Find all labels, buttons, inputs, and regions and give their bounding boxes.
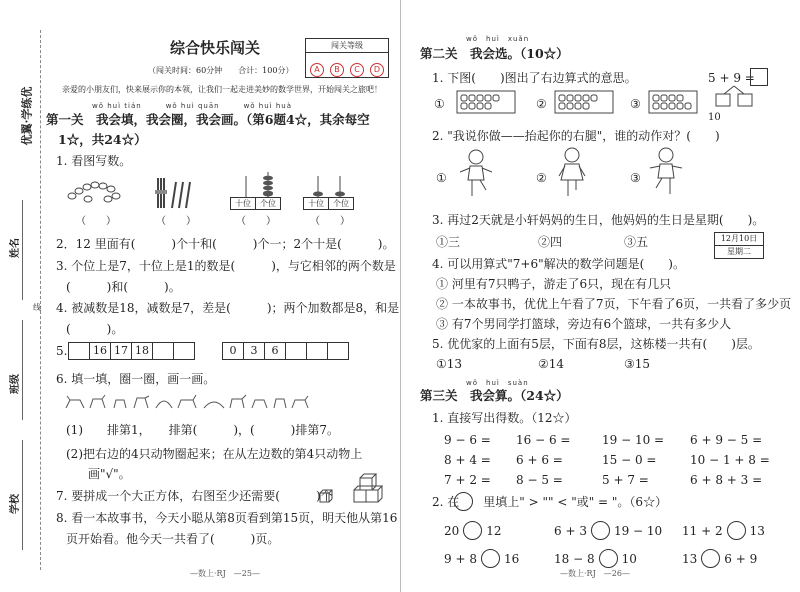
r1-ten-label: 10 — [708, 112, 721, 123]
compare-item — [682, 520, 765, 540]
r3-option-3[interactable]: ③五 — [624, 235, 649, 249]
time-total-meta: （闯关时间：60分钟 合计：100分） — [148, 66, 294, 75]
grade-b[interactable]: B — [330, 63, 344, 77]
seq-cell: 3 — [243, 342, 265, 360]
abacus-2-image — [304, 176, 354, 198]
abacus-2-labels — [303, 197, 354, 210]
q5-sequence-2 — [222, 340, 348, 360]
calc-grid — [444, 432, 774, 492]
compare-circle[interactable] — [701, 549, 720, 568]
q1-text: 1. 看图写数。 — [56, 154, 132, 168]
compare-row — [444, 516, 765, 544]
seq-cell[interactable] — [285, 342, 307, 360]
compare-left: 9 + 8 — [444, 552, 477, 566]
seq-cell: 16 — [89, 342, 111, 360]
grade-box-title: 闯关等级 — [306, 39, 388, 53]
name-blank-line — [22, 200, 23, 300]
answer-blank-3[interactable]: （ ） — [236, 216, 276, 227]
seq-cell[interactable] — [327, 342, 349, 360]
q8-text: 8. 看一本故事书，今天小聪从第8页看到第15页，明天他从第16 — [56, 511, 398, 525]
section2-heading: 第二关 我会选。（10☆） — [420, 46, 569, 61]
q6-text: 6. 填一填，圈一圈，画一画。 — [56, 372, 216, 386]
page-footer-left: —数上·RJ —25— — [190, 569, 260, 578]
r5-option-3[interactable]: ③15 — [624, 357, 651, 371]
school-blank-line — [22, 440, 23, 550]
r4-text: 4. 可以用算式"7+6"解决的数学问题是( )。 — [432, 257, 685, 271]
intro-text: 亲爱的小朋友们，快来展示你的本领，让我们一起走进美妙的数学世界，开始闯关之旅吧！ — [62, 85, 382, 94]
seq-cell[interactable] — [173, 342, 195, 360]
r1-option-3[interactable]: ③ — [630, 97, 641, 111]
r1-counters-2 — [554, 90, 614, 114]
q5-number: 5. — [56, 344, 68, 358]
c2-circle-example — [454, 492, 473, 511]
compare-circle[interactable] — [463, 521, 482, 540]
seq-cell: 17 — [110, 342, 132, 360]
compare-right: 6 + 9 — [724, 552, 758, 566]
sidebar-label-name: 姓名 — [10, 238, 21, 258]
calc-row — [444, 452, 774, 472]
calendar-date: 12月10日 — [715, 233, 763, 246]
c1-text: 1. 直接写出得数。（12☆） — [432, 411, 577, 425]
compare-item — [554, 548, 682, 568]
calc-row — [444, 472, 774, 492]
calc-item[interactable]: 7 + 2 = — [444, 473, 491, 487]
r1-option-1[interactable]: ① — [434, 97, 445, 111]
pinyin-section3: wǒ huì suàn — [466, 379, 529, 387]
calc-item[interactable]: 16 − 6 = — [516, 433, 571, 447]
compare-left: 18 − 8 — [554, 552, 595, 566]
page-footer-right: —数上·RJ —26— — [560, 569, 630, 578]
q4-text-cont: ( )。 — [66, 322, 124, 336]
small-cube-icon — [318, 488, 334, 504]
r1-equation: 5 + 9 = — [708, 71, 755, 85]
r4-option-1[interactable]: ① 河里有7只鸭子，游走了6只，现在有几只 — [436, 277, 672, 291]
child-figure-2 — [552, 146, 592, 202]
seq-cell[interactable] — [306, 342, 328, 360]
calc-item[interactable]: 15 − 0 = — [602, 453, 657, 467]
bead-chain-image — [66, 178, 122, 204]
r4-option-2[interactable]: ② 一本故事书，优优上午看了7页，下午看了6页，一共看了多少页 — [436, 297, 792, 311]
calc-item[interactable]: 6 + 9 − 5 = — [690, 433, 763, 447]
r2-option-1[interactable]: ① — [436, 171, 447, 185]
q5-sequence-1 — [68, 340, 194, 360]
calc-item[interactable]: 6 + 6 = — [516, 453, 563, 467]
q8-text-cont: 页开始看。他今天一共看了( )页。 — [66, 532, 280, 546]
r3-text: 3. 再过2天就是小轩妈妈的生日，他妈妈的生日是星期( )。 — [432, 213, 765, 227]
q7-text: 7. 要拼成一个大正方体，右图至少还需要( )个 — [56, 489, 333, 503]
compare-left: 20 — [444, 524, 460, 538]
c2-text: 2. 在 里填上" > "" < "或" = "。（6☆） — [432, 495, 668, 509]
sidebar-label-class: 班级 — [10, 374, 21, 394]
section3-heading: 第三关 我会算。（24☆） — [420, 388, 569, 403]
r5-option-2[interactable]: ②14 — [538, 357, 565, 371]
compare-right: 16 — [503, 552, 520, 566]
grade-a[interactable]: A — [310, 63, 324, 77]
compare-right: 12 — [486, 524, 502, 538]
seq-cell[interactable] — [152, 342, 174, 360]
r1-counters-1 — [456, 90, 516, 114]
sticks-bundle-image — [150, 176, 194, 210]
answer-blank-4[interactable]: （ ） — [310, 216, 350, 227]
grade-options — [306, 53, 388, 77]
compare-left: 6 + 3 — [554, 524, 587, 538]
grade-c[interactable]: C — [350, 63, 364, 77]
child-figure-3 — [646, 146, 686, 202]
abacus-label-ones: 个位 — [260, 199, 276, 208]
compare-circle[interactable] — [481, 549, 500, 568]
grade-box — [305, 38, 389, 78]
abacus-label-tens: 十位 — [231, 198, 256, 209]
calc-row — [444, 432, 774, 452]
calendar-weekday: 星期二 — [727, 247, 751, 256]
calc-item[interactable]: 6 + 8 + 3 = — [690, 473, 763, 487]
seq-cell: 18 — [131, 342, 153, 360]
grade-d[interactable]: D — [370, 63, 384, 77]
abacus-full-image — [258, 172, 278, 198]
q6-part2-cont: 画"√"。 — [88, 467, 131, 481]
brand-logo: 优翼·学练优 — [20, 86, 34, 146]
compare-item — [444, 520, 554, 540]
r2-option-3[interactable]: ③ — [630, 171, 641, 185]
compare-right: 19 − 10 — [613, 524, 663, 538]
q2-text: 2．12 里面有( )个十和( )个一；2个十是( )。 — [56, 237, 395, 251]
r2-text: 2. "我说你做——抬起你的右腿"，谁的动作对？( ) — [432, 129, 720, 143]
pinyin-section1: wǒ huì tián wǒ huì quān wǒ huì huà — [92, 102, 293, 110]
r2-option-2[interactable]: ② — [536, 171, 547, 185]
answer-blank-1[interactable]: （ ） — [76, 216, 116, 227]
abacus-label-ones: 个位 — [333, 199, 349, 208]
calc-item[interactable]: 5 + 7 = — [602, 473, 649, 487]
q6-part1: (1) 排第1， 排第( )，( )排第7。 — [66, 423, 339, 437]
calc-item[interactable]: 8 + 4 = — [444, 453, 491, 467]
r5-option-1[interactable]: ①13 — [436, 357, 463, 371]
child-figure-1 — [456, 148, 496, 202]
compare-right: 10 — [621, 552, 637, 566]
class-blank-line — [22, 320, 23, 420]
abacus-1-labels — [230, 197, 281, 210]
page-title: 综合快乐闯关 — [170, 39, 261, 57]
seq-cell: 6 — [264, 342, 286, 360]
q6-part2: (2)把右边的4只动物圈起来；在从左边数的第4只动物上 — [66, 447, 363, 461]
r4-option-3[interactable]: ③ 有7个男同学打篮球，旁边有6个篮球，一共有多少人 — [436, 317, 732, 331]
answer-blank-2[interactable]: （ ） — [156, 216, 196, 227]
cube-stack-image — [350, 470, 392, 506]
sidebar-label-school: 学校 — [10, 494, 21, 514]
page-divider — [400, 0, 401, 592]
section1-heading: 第一关 我会填，我会圈，我会画。（第6题4☆，其余每空 — [46, 112, 370, 127]
compare-item — [444, 548, 554, 568]
compare-left: 13 — [682, 552, 698, 566]
calc-item[interactable]: 19 − 10 = — [602, 433, 665, 447]
compare-grid — [444, 516, 765, 572]
r3-option-2[interactable]: ②四 — [538, 235, 563, 249]
q4-text: 4. 被减数是18，减数是7，差是( )；两个加数都是8，和是 — [56, 301, 400, 315]
r1-counters-3 — [648, 90, 698, 114]
compare-circle[interactable] — [727, 521, 746, 540]
r5-text: 5. 优优家的上面有5层，下面有8层，这栋楼一共有( )层。 — [432, 337, 760, 351]
compare-circle[interactable] — [591, 521, 610, 540]
compare-left: 11 + 2 — [682, 524, 723, 538]
abacus-label-tens: 十位 — [304, 198, 329, 209]
compare-item — [682, 548, 757, 568]
r3-option-1[interactable]: ①三 — [436, 235, 461, 249]
calendar-card — [714, 232, 764, 259]
seq-cell: 0 — [222, 342, 244, 360]
calc-item[interactable]: 10 − 1 + 8 = — [690, 453, 770, 467]
animals-row-image — [62, 392, 320, 412]
pinyin-section2: wǒ huì xuǎn — [466, 35, 530, 43]
r1-text: 1. 下图( )图出了右边算式的意思。 — [432, 71, 637, 85]
calc-item[interactable]: 8 − 5 = — [516, 473, 563, 487]
compare-right: 13 — [749, 524, 765, 538]
compare-item — [554, 520, 682, 540]
r1-option-2[interactable]: ② — [536, 97, 547, 111]
seal-mark: 线 — [33, 303, 41, 312]
q3-text: 3. 个位上是7，十位上是1的数是( )，与它相邻的两个数是 — [56, 259, 396, 273]
calc-item[interactable]: 9 − 6 = — [444, 433, 491, 447]
seq-cell[interactable] — [68, 342, 90, 360]
section1-heading-cont: 1☆，共24☆） — [58, 132, 147, 147]
q3-text-cont: ( )和( )。 — [66, 280, 181, 294]
